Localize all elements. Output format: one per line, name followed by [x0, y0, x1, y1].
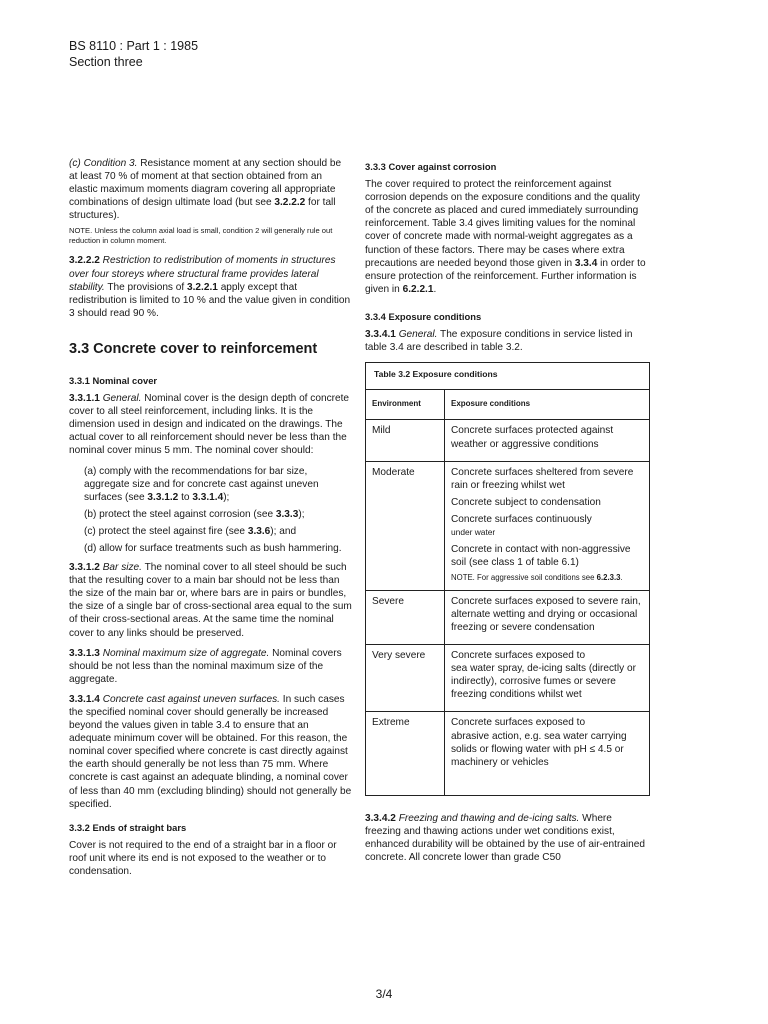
subsection-3-3-3-heading: 3.3.3 Cover against corrosion [365, 161, 497, 172]
condition-text: Concrete surfaces sheltered from severe rain or freezing whilst wet [451, 466, 634, 491]
condition-text: Concrete surfaces exposed to [451, 650, 586, 662]
subsection-3-3-2-text: Cover is not required to the end of a straight bar in a floor or roof unit where its end is not exposed to the weather or to condensation. [69, 839, 337, 878]
nominal-cover-list [69, 465, 352, 556]
left-column [69, 157, 352, 885]
condition-text: Concrete surfaces exposed to [451, 717, 586, 729]
clause-3-3-1-2: 3.3.1.2 Bar size. The nominal cover to all steel should be such that the resulting cover to a main bar should not be less than the size of the main bar or, where bars are in pairs or bundles, the size of a single bar of cross-sectional area equal to the sum of their cross-sectional areas. At the same time the nominal cover to any links should be preserved. [69, 562, 352, 639]
env-severe: Severe [366, 590, 445, 644]
page-header [69, 38, 198, 70]
clause-3-3-1-4: 3.3.1.4 Concrete cast against uneven surfaces. In such cases the specified nominal cover should generally be increased beyond the values given in table 3.4 to ensure that an adequate minimum cover will be obtained. For this reason, the nominal cover specified where concrete is cast directly against the earth should generally be not less than 75 mm. Where concrete is cast against an adequate blinding, a nominal cover of less than 40 mm (excluding blinding) should not generally be specified. [69, 693, 352, 810]
condition-text: under water [451, 526, 496, 537]
condition-text: Concrete surfaces continuously [451, 513, 592, 525]
env-very-severe: Very severe [366, 645, 445, 712]
table-note: NOTE. For aggressive soil conditions see 6.2.3.3. [451, 573, 623, 583]
table-row-extreme [366, 712, 650, 795]
page-number: 3/4 [375, 987, 393, 1001]
table-row-severe [366, 590, 650, 644]
column-header-environment: Environment [366, 390, 445, 420]
table-header-row [366, 390, 650, 420]
condition-text: abrasive action, e.g. sea water carrying solids or flowing water with pH ≤ 4.5 or machinery or vehicles [451, 730, 627, 768]
env-mild: Mild [366, 420, 445, 461]
condition-text: Concrete surfaces protected against weather or aggressive conditions [451, 425, 614, 450]
subsection-3-3-3-text: The cover required to protect the reinforcement against corrosion depends on the exposure conditions and the quality of the concrete as placed and cured immediately surrounding reinforcement. Table 3.4 gives limiting values for the nominal cover of concrete made with normal-weight aggregates as a function of these factors. There may be cases where extra precautions are needed beyond those given in 3.3.4 in order to ensure protection of the reinforcement. Further information is given in 6.2.2.1. [365, 179, 646, 295]
subsection-3-3-2-heading: 3.3.2 Ends of straight bars [69, 821, 187, 833]
condition-text: Concrete subject to condensation [451, 496, 601, 508]
table-row-mild [366, 420, 650, 461]
condition-text: Concrete surfaces exposed to severe rain, alternate wetting and drying or occasional freezing or severe condensation [451, 595, 641, 633]
env-moderate: Moderate [366, 461, 445, 590]
table-row-moderate [366, 461, 650, 590]
condition-3-paragraph: (c) Condition 3. Resistance moment at any section should be at least 70 % of moment at that section obtained from an elastic maximum moments diagram covering all appropriate combinations of design ultimate load (but see 3.2.2.2 for tall structures). [69, 158, 342, 222]
column-header-exposure: Exposure conditions [451, 399, 531, 409]
subsection-3-3-4-heading: 3.3.4 Exposure conditions [365, 310, 482, 322]
clause-3-2-2-2: 3.2.2.2 Restriction to redistribution of moments in structures over four storeys where structural frame provides lateral stability. The provisions of 3.2.2.1 apply except that redistribution is limited to 10 % and the value given in condition 3 should read 90 %. [69, 255, 351, 319]
table-title-row [366, 363, 650, 390]
right-column [365, 157, 650, 871]
list-item-a: (a) comply with the recommendations for bar size, aggregate size and for concrete cast against uneven surfaces (see 3.3.1.2 to 3.3.1.4); [84, 465, 319, 503]
clause-3-3-4-2: 3.3.4.2 Freezing and thawing and de-icing salts. Where freezing and thawing actions under wet conditions exist, enhanced durability will be obtained by the use of air-entrained concrete. All concrete lower than grade C50 [365, 812, 646, 864]
exposure-conditions-table [365, 362, 650, 796]
subsection-3-3-1-heading: 3.3.1 Nominal cover [69, 374, 158, 386]
clause-3-3-1-1: 3.3.1.1 General. Nominal cover is the design depth of concrete cover to all steel reinforcement, including links. It is the dimension used in design and indicated on the drawings. The actual cover to all reinforcement should never be less than the nominal cover minus 5 mm. The nominal cover should: [69, 393, 350, 457]
section-3-3-title: 3.3 Concrete cover to reinforcement [69, 340, 318, 357]
section-label: Section three [69, 55, 143, 69]
table-title: Table 3.2 Exposure conditions [366, 363, 650, 390]
list-item-d: (d) allow for surface treatments such as bush hammering. [84, 542, 342, 554]
table-row-very-severe [366, 645, 650, 712]
env-extreme: Extreme [366, 712, 445, 795]
clause-3-3-1-3: 3.3.1.3 Nominal maximum size of aggregate. Nominal covers should be not less than the nominal maximum size of the aggregate. [69, 647, 342, 685]
list-item-b: (b) protect the steel against corrosion (see 3.3.3); [84, 508, 305, 520]
standard-title: BS 8110 : Part 1 : 1985 [69, 39, 199, 53]
condition-3-note: NOTE. Unless the column axial load is small, condition 2 will generally rule out reduction in column moment. [69, 226, 333, 246]
list-item-c: (c) protect the steel against fire (see 3.3.6); and [84, 525, 297, 537]
condition-text: sea water spray, de-icing salts (directly or indirectly), corrosive fumes or severe freezing conditions whilst wet [451, 663, 636, 701]
condition-text: Concrete in contact with non-aggressive soil (see class 1 of table 6.1) [451, 544, 631, 569]
clause-3-3-4-1: 3.3.4.1 General. The exposure conditions in service listed in table 3.4 are described in table 3.2. [365, 329, 633, 354]
